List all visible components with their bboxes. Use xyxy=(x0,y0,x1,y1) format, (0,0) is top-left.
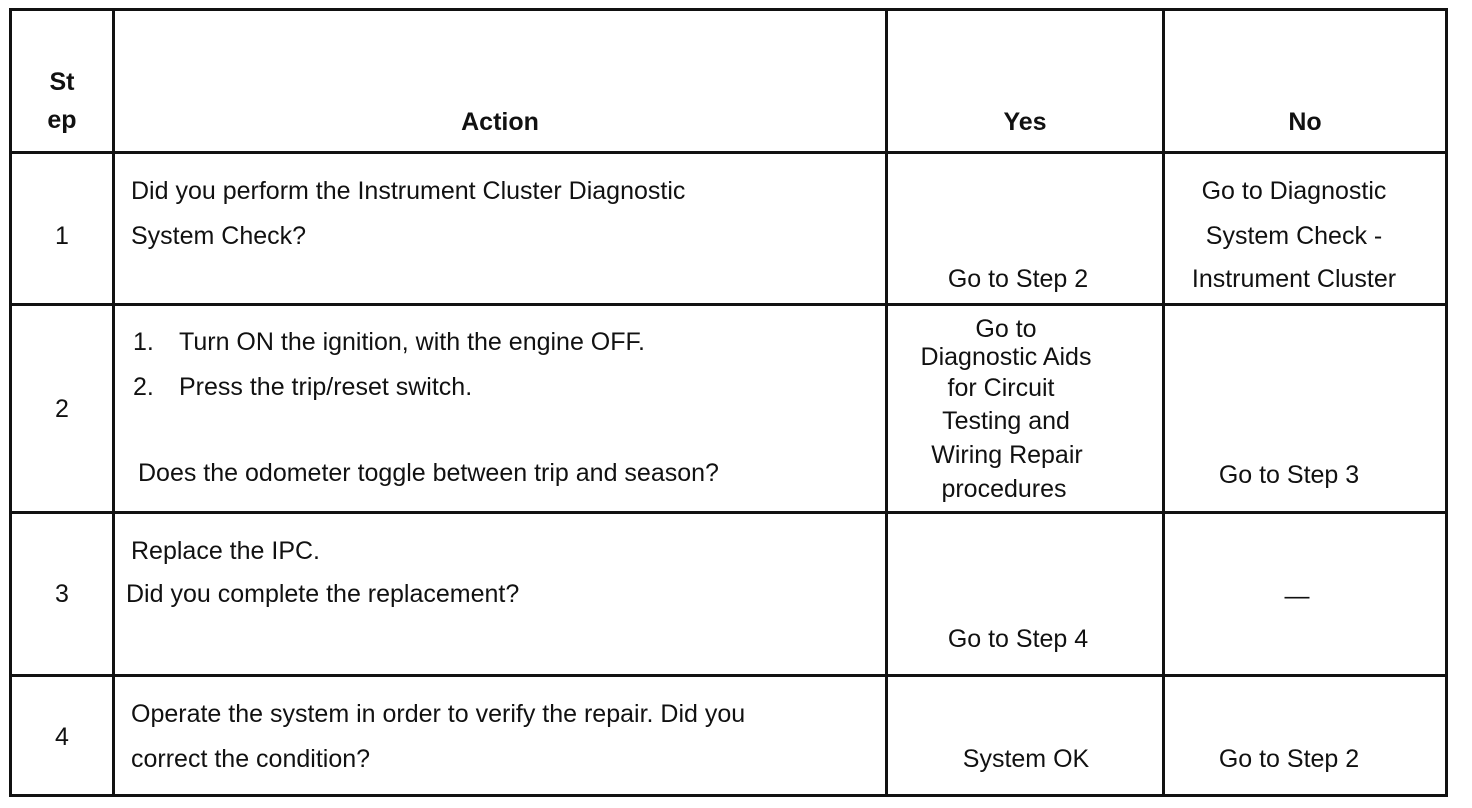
header-step-line2: ep xyxy=(47,106,77,134)
row2-action-item1-number: 1. xyxy=(133,328,154,356)
row4-action-line1: Operate the system in order to verify the repair. Did you xyxy=(131,700,746,728)
row2-action-question: Does the odometer toggle between trip and season? xyxy=(138,459,719,487)
row2-yes-line6: procedures xyxy=(941,475,1067,503)
row1-no-line3: Instrument Cluster xyxy=(1191,265,1397,293)
row1-action-line2: System Check? xyxy=(131,222,307,250)
row-divider-3 xyxy=(9,674,1448,677)
row2-yes-line1: Go to xyxy=(975,315,1037,343)
row-divider-1 xyxy=(9,303,1448,306)
row3-action-line1: Replace the IPC. xyxy=(131,537,320,565)
row3-no: — xyxy=(1284,582,1310,610)
row2-action-item2: Press the trip/reset switch. xyxy=(179,373,473,401)
row1-no-line2: System Check - xyxy=(1205,222,1383,250)
diagnostic-table xyxy=(9,8,1447,796)
row2-action-item2-number: 2. xyxy=(133,373,154,401)
row2-yes-line5: Wiring Repair xyxy=(931,441,1083,469)
row3-yes: Go to Step 4 xyxy=(947,625,1089,653)
row1-step: 1 xyxy=(55,222,69,250)
header-step-line1: St xyxy=(49,68,75,96)
row-divider-2 xyxy=(9,511,1448,514)
row2-action-item1: Turn ON the ignition, with the engine OFF. xyxy=(179,328,645,356)
header-no: No xyxy=(1288,108,1322,136)
row2-yes-line4: Testing and xyxy=(942,407,1070,435)
row1-action-line1: Did you perform the Instrument Cluster Diagnostic xyxy=(131,177,686,205)
header-yes: Yes xyxy=(1003,108,1047,136)
table-border-bottom xyxy=(9,794,1448,797)
header-step xyxy=(12,63,112,139)
row2-yes-line2: Diagnostic Aids xyxy=(920,343,1092,371)
table-border-right xyxy=(1445,8,1448,797)
row2-yes-line3: for Circuit xyxy=(947,374,1055,402)
row1-yes: Go to Step 2 xyxy=(947,265,1089,293)
table-border-top xyxy=(9,8,1448,11)
row4-step: 4 xyxy=(55,723,69,751)
header-divider xyxy=(9,151,1448,154)
row2-step: 2 xyxy=(55,395,69,423)
row3-step: 3 xyxy=(55,580,69,608)
row4-no: Go to Step 2 xyxy=(1218,745,1360,773)
row1-no-line1: Go to Diagnostic xyxy=(1201,177,1387,205)
row3-action-line2: Did you complete the replacement? xyxy=(126,580,520,608)
header-action: Action xyxy=(461,108,539,136)
row4-action-line2: correct the condition? xyxy=(131,745,371,773)
row2-no: Go to Step 3 xyxy=(1218,461,1360,489)
row4-yes: System OK xyxy=(962,745,1090,773)
